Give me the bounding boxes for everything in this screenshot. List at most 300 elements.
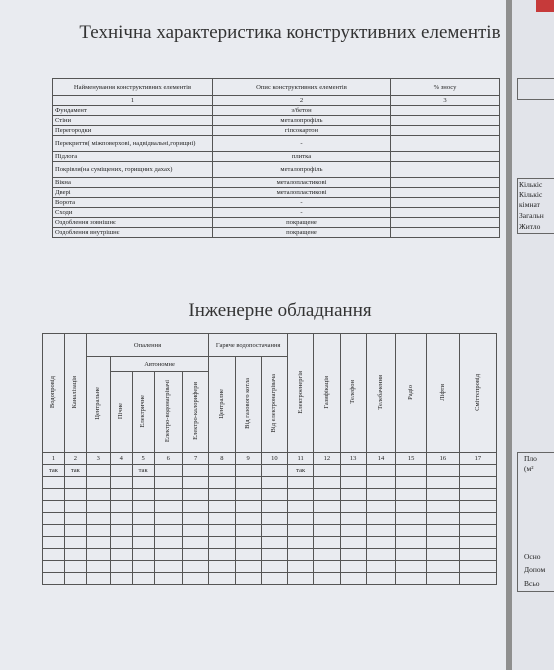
wear-cell (391, 228, 500, 238)
wear-cell (391, 136, 500, 152)
empty-cell (43, 477, 65, 489)
element-name: Підлога (53, 152, 213, 162)
empty-cell (209, 537, 235, 549)
number-row (43, 453, 497, 465)
value-cell (209, 465, 235, 477)
column-label: Центральне (94, 387, 102, 420)
column-header (288, 334, 314, 453)
empty-cell (396, 573, 427, 585)
empty-cell (366, 549, 396, 561)
element-desc: металопрофіль (213, 116, 391, 126)
element-name: Стіни (53, 116, 213, 126)
element-desc: плитка (213, 152, 391, 162)
column-header (396, 334, 427, 453)
empty-cell (110, 513, 132, 525)
table-row (53, 162, 500, 178)
empty-cell (314, 537, 340, 549)
empty-cell (132, 537, 154, 549)
empty-cell (183, 489, 209, 501)
empty-cell (64, 537, 86, 549)
empty-cell (426, 501, 459, 513)
empty-cell (261, 513, 287, 525)
empty-cell (396, 489, 427, 501)
side-label: Житло (519, 222, 541, 231)
value-cell (340, 465, 366, 477)
table-row (43, 465, 497, 477)
value-cell: так (132, 465, 154, 477)
empty-cell (86, 477, 110, 489)
column-header (340, 334, 366, 453)
value-cell: так (43, 465, 65, 477)
empty-cell (396, 477, 427, 489)
number-cell: 15 (396, 453, 427, 465)
empty-cell (340, 477, 366, 489)
number-cell: 9 (235, 453, 261, 465)
autonomous-group: Автономне (110, 357, 208, 372)
empty-cell (235, 501, 261, 513)
element-name: Оздоблення внутрішнє (53, 228, 213, 238)
side-label: Кількіс (519, 190, 543, 199)
empty-cell (64, 501, 86, 513)
empty-cell (396, 549, 427, 561)
empty-cell (459, 573, 496, 585)
empty-cell (314, 501, 340, 513)
empty-cell (183, 513, 209, 525)
empty-cell (366, 561, 396, 573)
side-label: Осно (524, 552, 541, 561)
empty-cell (314, 561, 340, 573)
element-desc: гіпсокартон (213, 126, 391, 136)
value-cell (261, 465, 287, 477)
empty-cell (209, 525, 235, 537)
empty-cell (366, 489, 396, 501)
empty-cell (132, 549, 154, 561)
empty-cell (366, 477, 396, 489)
empty-cell (235, 525, 261, 537)
column-label: Радіо (407, 384, 415, 400)
number-cell: 16 (426, 453, 459, 465)
empty-cell (154, 513, 182, 525)
header-cell: Найменування конструктивних елементів (53, 79, 213, 96)
empty-cell (396, 525, 427, 537)
empty-cell (396, 501, 427, 513)
column-label: Сміттєпровід (473, 373, 481, 411)
empty-cell (86, 501, 110, 513)
side-box-top (517, 78, 554, 100)
empty-cell (426, 489, 459, 501)
empty-cell (314, 525, 340, 537)
empty-cell (183, 525, 209, 537)
table-row (53, 208, 500, 218)
column-label: Централне (217, 388, 225, 419)
hot-water-group: Гаряче водопостачання (209, 334, 288, 357)
column-header (426, 334, 459, 453)
empty-cell (396, 513, 427, 525)
empty-cell (43, 549, 65, 561)
empty-cell (459, 477, 496, 489)
wear-cell (391, 162, 500, 178)
number-cell: 12 (314, 453, 340, 465)
empty-cell (340, 489, 366, 501)
heating-group: Опалення (86, 334, 209, 357)
number-cell: 4 (110, 453, 132, 465)
number-cell: 2 (213, 96, 391, 106)
empty-cell (426, 525, 459, 537)
empty-cell (396, 561, 427, 573)
empty-cell (288, 537, 314, 549)
empty-cell (209, 573, 235, 585)
empty-cell (132, 525, 154, 537)
empty-cell (110, 477, 132, 489)
empty-row (43, 573, 497, 585)
element-desc: металопластикові (213, 188, 391, 198)
empty-cell (340, 513, 366, 525)
construction-elements-table (52, 78, 500, 238)
element-name: Вікна (53, 178, 213, 188)
empty-cell (288, 477, 314, 489)
number-cell: 5 (132, 453, 154, 465)
group-row (43, 334, 497, 357)
empty-cell (366, 573, 396, 585)
empty-cell (183, 573, 209, 585)
element-desc: - (213, 198, 391, 208)
element-desc: - (213, 136, 391, 152)
wear-cell (391, 178, 500, 188)
column-header (366, 334, 396, 453)
empty-cell (340, 525, 366, 537)
empty-cell (86, 513, 110, 525)
empty-cell (64, 561, 86, 573)
empty-cell (43, 537, 65, 549)
empty-cell (209, 489, 235, 501)
empty-cell (314, 477, 340, 489)
empty-cell (183, 477, 209, 489)
empty-cell (459, 561, 496, 573)
empty-cell (288, 501, 314, 513)
empty-cell (426, 549, 459, 561)
empty-cell (43, 561, 65, 573)
column-label: Телефон (349, 380, 357, 404)
wear-cell (391, 126, 500, 136)
empty-cell (235, 561, 261, 573)
header-cell: % зносу (391, 79, 500, 96)
empty-cell (235, 513, 261, 525)
empty-cell (261, 477, 287, 489)
empty-cell (132, 561, 154, 573)
empty-row (43, 537, 497, 549)
empty-cell (314, 573, 340, 585)
value-cell (459, 465, 496, 477)
empty-cell (132, 489, 154, 501)
empty-cell (183, 501, 209, 513)
column-label: Газифікація (322, 375, 330, 409)
empty-cell (132, 501, 154, 513)
number-cell: 2 (64, 453, 86, 465)
empty-cell (132, 477, 154, 489)
column-header (314, 334, 340, 453)
wear-cell (391, 218, 500, 228)
empty-cell (64, 477, 86, 489)
empty-cell (86, 561, 110, 573)
empty-cell (64, 489, 86, 501)
empty-cell (132, 513, 154, 525)
number-cell: 17 (459, 453, 496, 465)
wear-cell (391, 208, 500, 218)
value-cell (86, 465, 110, 477)
column-header (64, 334, 86, 453)
empty-cell (110, 573, 132, 585)
empty-row (43, 525, 497, 537)
empty-cell (110, 501, 132, 513)
column-label: Від електронагрівача (270, 374, 278, 433)
empty-cell (86, 525, 110, 537)
empty-cell (43, 513, 65, 525)
column-label: Електроенергія (296, 370, 304, 414)
empty-cell (366, 513, 396, 525)
empty-cell (459, 501, 496, 513)
column-header (261, 357, 287, 453)
column-label: Пічне (117, 402, 125, 420)
empty-cell (459, 549, 496, 561)
empty-cell (86, 537, 110, 549)
wear-cell (391, 198, 500, 208)
empty-cell (209, 549, 235, 561)
value-cell (426, 465, 459, 477)
wear-cell (391, 106, 500, 116)
column-header (43, 334, 65, 453)
header-row (53, 79, 500, 96)
wear-cell (391, 188, 500, 198)
empty-cell (288, 513, 314, 525)
empty-cell (110, 549, 132, 561)
empty-cell (64, 525, 86, 537)
empty-cell (43, 525, 65, 537)
empty-row (43, 561, 497, 573)
empty-cell (261, 573, 287, 585)
side-label: (м² (524, 464, 534, 473)
element-name: Ворота (53, 198, 213, 208)
column-label: Ліфти (438, 383, 446, 401)
empty-cell (288, 561, 314, 573)
red-corner (536, 0, 554, 12)
empty-cell (459, 513, 496, 525)
empty-cell (235, 489, 261, 501)
empty-cell (110, 525, 132, 537)
empty-cell (314, 513, 340, 525)
table-row (53, 228, 500, 238)
table-row (53, 116, 500, 126)
number-cell: 10 (261, 453, 287, 465)
empty-cell (235, 537, 261, 549)
empty-cell (426, 513, 459, 525)
empty-cell (426, 477, 459, 489)
empty-cell (426, 537, 459, 549)
empty-cell (154, 501, 182, 513)
empty-cell (64, 573, 86, 585)
element-desc: покращене (213, 228, 391, 238)
empty-cell (366, 525, 396, 537)
column-label: Каналізація (71, 375, 79, 409)
wear-cell (391, 116, 500, 126)
empty-cell (235, 477, 261, 489)
element-name: Фундамент (53, 106, 213, 116)
empty-row (43, 477, 497, 489)
empty-cell (314, 489, 340, 501)
engineering-title: Інженерне обладнання (188, 300, 372, 321)
value-cell (235, 465, 261, 477)
empty-cell (340, 549, 366, 561)
empty-cell (209, 477, 235, 489)
side-label: Всьо (524, 579, 540, 588)
value-cell (110, 465, 132, 477)
value-cell (396, 465, 427, 477)
number-cell: 1 (43, 453, 65, 465)
empty-cell (43, 501, 65, 513)
number-cell: 14 (366, 453, 396, 465)
empty-cell (261, 537, 287, 549)
column-label: Телебачення (377, 374, 385, 410)
value-cell: так (288, 465, 314, 477)
empty-cell (314, 549, 340, 561)
element-desc: - (213, 208, 391, 218)
empty-cell (235, 573, 261, 585)
element-name: Двері (53, 188, 213, 198)
empty-cell (459, 537, 496, 549)
side-area-table (517, 452, 554, 592)
table-row (53, 152, 500, 162)
column-label: Електро-калорифери (191, 382, 199, 440)
number-cell: 13 (340, 453, 366, 465)
empty-cell (110, 561, 132, 573)
column-header (235, 357, 261, 453)
empty-row (43, 513, 497, 525)
value-cell (314, 465, 340, 477)
empty-cell (154, 537, 182, 549)
empty-cell (132, 573, 154, 585)
column-label: Від газового котла (244, 378, 252, 429)
column-header (209, 357, 235, 453)
table-row (53, 136, 500, 152)
element-name: Оздоблення зовнішнє (53, 218, 213, 228)
number-cell: 6 (154, 453, 182, 465)
empty-cell (209, 561, 235, 573)
empty-cell (64, 513, 86, 525)
column-label: Електричне (139, 394, 147, 428)
column-header (459, 334, 496, 453)
empty-cell (288, 525, 314, 537)
column-label: Електро-водонагрівачі (164, 379, 172, 443)
empty-cell (340, 561, 366, 573)
empty-cell (261, 561, 287, 573)
element-name: Сходи (53, 208, 213, 218)
empty-cell (209, 501, 235, 513)
empty-cell (43, 573, 65, 585)
number-row (53, 96, 500, 106)
empty-cell (86, 549, 110, 561)
empty-cell (154, 549, 182, 561)
empty-row (43, 549, 497, 561)
empty-cell (154, 477, 182, 489)
empty-cell (154, 489, 182, 501)
table-row (53, 198, 500, 208)
empty-cell (183, 537, 209, 549)
table-row (53, 126, 500, 136)
engineering-equipment-table (42, 333, 497, 585)
empty-row (43, 501, 497, 513)
empty-cell (209, 513, 235, 525)
construction-title: Технічна характеристика конструктивних елементів (79, 22, 501, 43)
empty-cell (459, 525, 496, 537)
empty-cell (86, 489, 110, 501)
empty-cell (340, 501, 366, 513)
empty-cell (426, 573, 459, 585)
empty-cell (396, 537, 427, 549)
empty-cell (183, 549, 209, 561)
empty-cell (366, 501, 396, 513)
empty-cell (261, 525, 287, 537)
element-desc: металопластикові (213, 178, 391, 188)
table-row (53, 178, 500, 188)
empty-cell (154, 525, 182, 537)
value-cell: так (64, 465, 86, 477)
element-name: Покрівля(на суміщених, горищних дахах) (53, 162, 213, 178)
column-header (183, 372, 209, 453)
table-row (53, 218, 500, 228)
empty-cell (86, 573, 110, 585)
empty-cell (426, 561, 459, 573)
element-desc: з/бетон (213, 106, 391, 116)
value-cell (183, 465, 209, 477)
number-cell: 7 (183, 453, 209, 465)
number-cell: 8 (209, 453, 235, 465)
empty-cell (288, 549, 314, 561)
number-cell: 1 (53, 96, 213, 106)
wear-cell (391, 152, 500, 162)
element-desc: покращене (213, 218, 391, 228)
number-cell: 3 (391, 96, 500, 106)
empty-cell (261, 549, 287, 561)
empty-cell (154, 573, 182, 585)
empty-cell (366, 537, 396, 549)
empty-cell (183, 561, 209, 573)
side-label: Допом (524, 565, 546, 574)
empty-cell (288, 573, 314, 585)
column-label: Водопровід (49, 375, 57, 409)
table-row (53, 106, 500, 116)
side-label: Пло (524, 454, 537, 463)
header-cell: Опис конструктивних елементів (213, 79, 391, 96)
empty-cell (110, 537, 132, 549)
side-label: Кількіс (519, 180, 543, 189)
table-row (53, 188, 500, 198)
empty-cell (459, 489, 496, 501)
column-header (86, 357, 110, 453)
element-desc: металопрофіль (213, 162, 391, 178)
empty-cell (288, 489, 314, 501)
value-cell (154, 465, 182, 477)
empty-cell (340, 573, 366, 585)
side-label: Загальн (519, 211, 544, 220)
empty-cell (261, 501, 287, 513)
number-cell: 3 (86, 453, 110, 465)
element-name: Перекриття( міжповерхові, надвідвальні,горищні) (53, 136, 213, 152)
empty-cell (154, 561, 182, 573)
empty-cell (340, 537, 366, 549)
element-name: Перегородки (53, 126, 213, 136)
empty-cell (64, 549, 86, 561)
empty-cell (110, 489, 132, 501)
empty-cell (43, 489, 65, 501)
